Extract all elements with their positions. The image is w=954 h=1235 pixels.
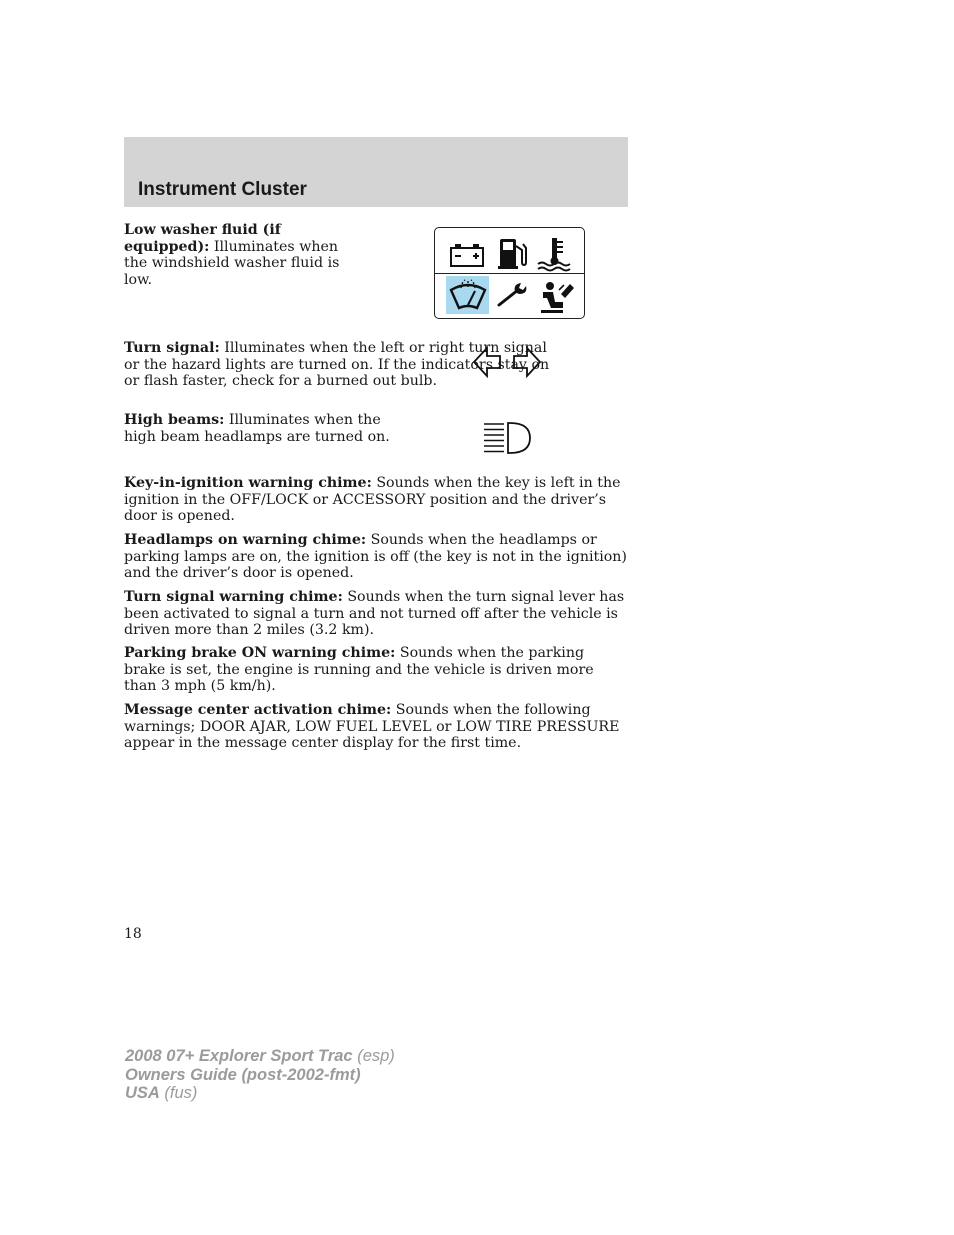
entry-text: Sounds when the following warnings; DOOR AJAR, LOW FUEL LEVEL or LOW TIRE PRESSURE appear in the message center display for the first time. (124, 702, 620, 751)
entry-parking-brake-chime (124, 645, 628, 695)
entry-text: Sounds when the key is left in the ignition in the OFF/LOCK or ACCESSORY position and the driver’s door is opened. (124, 475, 621, 524)
entry-text: Illuminates when the left or right turn signal or the hazard lights are turned on. If the indicators stay on or flash faster, check for a burned out bulb. (124, 340, 550, 389)
warning-lights-panel (434, 227, 585, 319)
entry-headlamps-on-chime (124, 532, 628, 582)
right-arrow-icon (512, 346, 542, 378)
entry-term: Parking brake ON warning chime: (124, 645, 396, 661)
section-title: Instrument Cluster (138, 179, 307, 200)
entry-text: Sounds when the turn signal lever has been activated to signal a turn and not turned off after the vehicle is driven more than 2 miles (3.2 km). (124, 589, 625, 638)
wrench-icon (495, 280, 529, 310)
entry-low-washer-fluid (124, 222, 364, 288)
entry-message-center-chime (124, 702, 628, 752)
entry-term: Turn signal: (124, 340, 220, 356)
entry-text: Sounds when the parking brake is set, the engine is running and the vehicle is driven more than 3 mph (5 km/h). (124, 645, 594, 694)
footer-line-3 (125, 1084, 395, 1103)
entry-term: Low washer fluid (if equipped): (124, 222, 281, 255)
panel-divider (435, 273, 584, 274)
entry-text: Illuminates when the high beam headlamps are turned on. (124, 412, 390, 445)
footer-line-1 (125, 1047, 395, 1066)
footer-guide: Owners Guide (post-2002-fmt) (125, 1065, 361, 1084)
page-number: 18 (124, 926, 142, 942)
footer-model-code: (esp) (352, 1047, 395, 1065)
entry-high-beams (124, 412, 394, 445)
section-header (124, 137, 628, 207)
footer-market-code: (fus) (159, 1084, 198, 1102)
left-arrow-icon (472, 346, 502, 378)
fuel-pump-icon (497, 236, 529, 270)
entry-term: High beams: (124, 412, 225, 428)
footer-model: 2008 07+ Explorer Sport Trac (125, 1047, 353, 1065)
entry-term: Key-in-ignition warning chime: (124, 475, 372, 491)
entry-text: Illuminates when the windshield washer fluid is low. (124, 238, 340, 288)
document-footer (125, 1047, 395, 1103)
footer-market: USA (125, 1084, 160, 1102)
coolant-temperature-icon (535, 236, 575, 272)
entry-term: Message center activation chime: (124, 702, 392, 718)
entry-turn-signal-chime (124, 589, 628, 639)
entry-term: Turn signal warning chime: (124, 589, 343, 605)
entry-term: Headlamps on warning chime: (124, 532, 367, 548)
door-ajar-icon (537, 278, 577, 316)
footer-line-2 (125, 1066, 395, 1085)
entry-text: Sounds when the headlamps or parking lamps are on, the ignition is off (the key is not in the ignition) and the driver’s door is opened. (124, 532, 627, 581)
washer-fluid-icon (447, 278, 489, 314)
high-beam-icon (480, 420, 534, 456)
battery-icon (449, 242, 485, 268)
entry-key-in-ignition-chime (124, 475, 628, 525)
